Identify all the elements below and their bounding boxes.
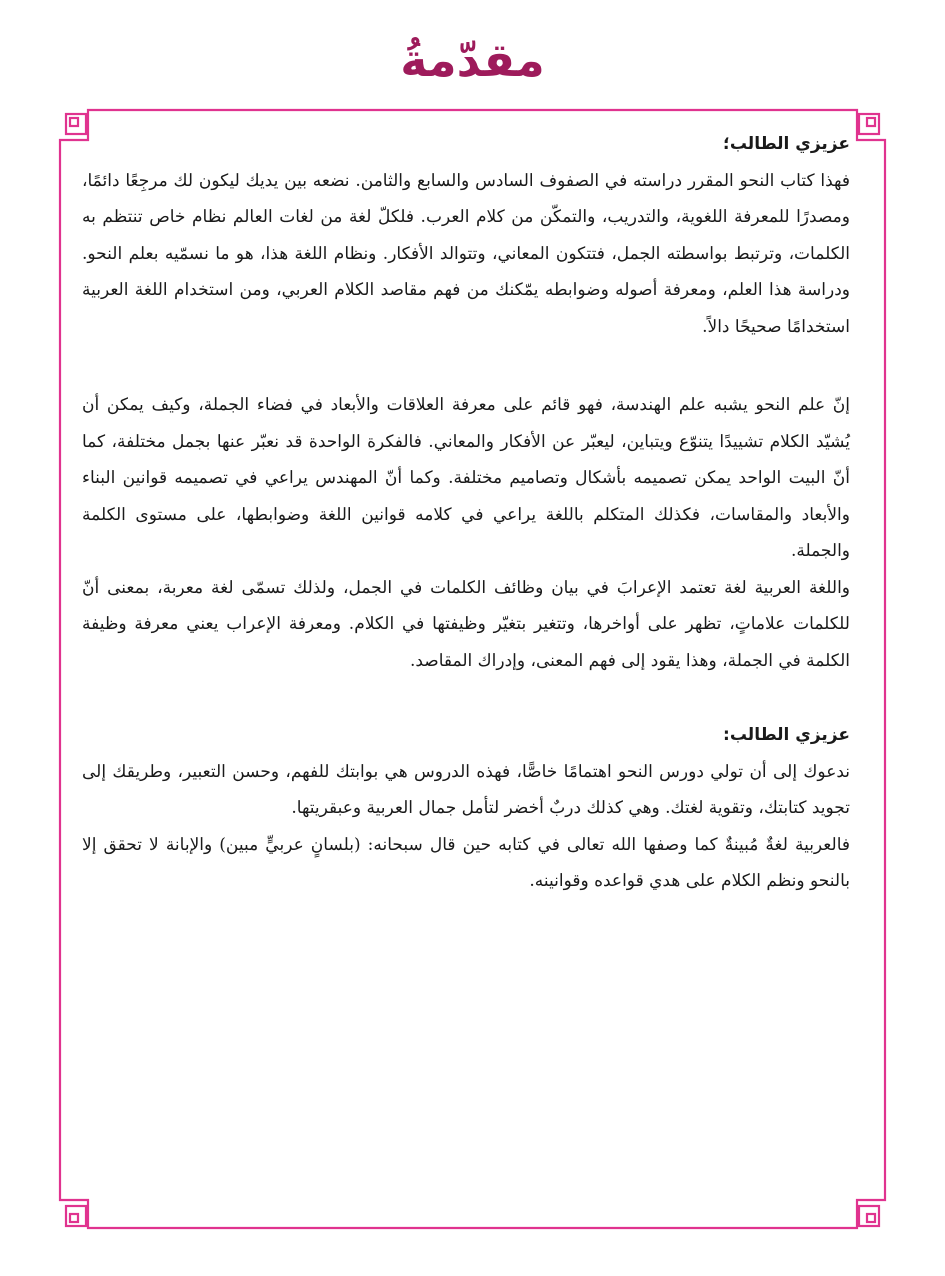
- intro-content: [82, 126, 850, 900]
- page-title: مقدّمةُ: [400, 33, 545, 87]
- section3-paragraph-2: فالعربية لغةٌ مُبينةٌ كما وصفها الله تعالى في كتابه حين قال سبحانه: (بلسانٍ عربيٍّ مبين) والإبانة لا تحقق إلا بالنحو ونظم الكلام على هدي قواعده وقوانينه.: [82, 834, 850, 891]
- section2-paragraph-2: واللغة العربية لغة تعتمد الإعرابَ في بيان وظائف الكلمات في الجمل، ولذلك تسمّى لغة معربة، بمعنى أنّ للكلمات علاماتٍ، تظهر على أواخرها، وتتغير بتغيّر وظيفتها في الكلام. ومعرفة الإعراب يعني معرفة وظيفة الكلمة في الجملة، وهذا يقود إلى فهم المعنى، وإدراك المقاصد.: [82, 577, 850, 671]
- section3-greeting: عزيزي الطالب:: [723, 725, 850, 745]
- section1-greeting: عزيزي الطالب؛: [723, 134, 850, 154]
- spacer: [82, 345, 850, 387]
- section2-paragraph-1: إنّ علم النحو يشبه علم الهندسة، فهو قائم على معرفة العلاقات والأبعاد في فضاء الجملة، وكيف يمكن أن يُشيّد الكلام تشييدًا يتنوّع ويتباين، ليعبّر عن الأفكار والمعاني. فالفكرة الواحدة قد نعبّر عنها بجمل مختلفة، كما أنّ البيت الواحد يمكن تصميمه بأشكال وتصاميم مختلفة. وكما أنّ المهندس يراعي في تصميمه قوانين البناء والأبعاد والمقاسات، فكذلك المتكلم باللغة يراعي في كلامه قوانين اللغة وضوابطها، على مستوى الكلمة والجملة.: [82, 395, 850, 561]
- spacer: [82, 679, 850, 717]
- section1-paragraph: فهذا كتاب النحو المقرر دراسته في الصفوف السادس والسابع والثامن. نضعه بين يديك ليكون لك مرجِعًا دائمًا، ومصدرًا للمعرفة اللغوية، والتدريب، والتمكّن من كلام العرب. فلكلّ لغة من لغات العالم نظام خاص تنتظم به الكلمات، وترتبط بواسطته الجمل، فتتكون المعاني، وتتوالد الأفكار. ونظام اللغة هذا، هو ما نسمّيه بعلم النحو. ودراسة هذا العلم، ومعرفة أصوله وضوابطه يمّكنك من فهم مقاصد الكلام العربي، ومن استخدام اللغة العربية استخدامًا صحيحًا دالاً.: [82, 170, 850, 337]
- section3-paragraph-1: ندعوك إلى أن تولي دورس النحو اهتمامًا خاصًّا، فهذه الدروس هي بوابتك للفهم، وحسن التعبير، وطريقك إلى تجويد كتابتك، وتقوية لغتك. وهي كذلك دربٌ أخضر لتأمل جمال العربية وعبقريتها.: [82, 761, 850, 818]
